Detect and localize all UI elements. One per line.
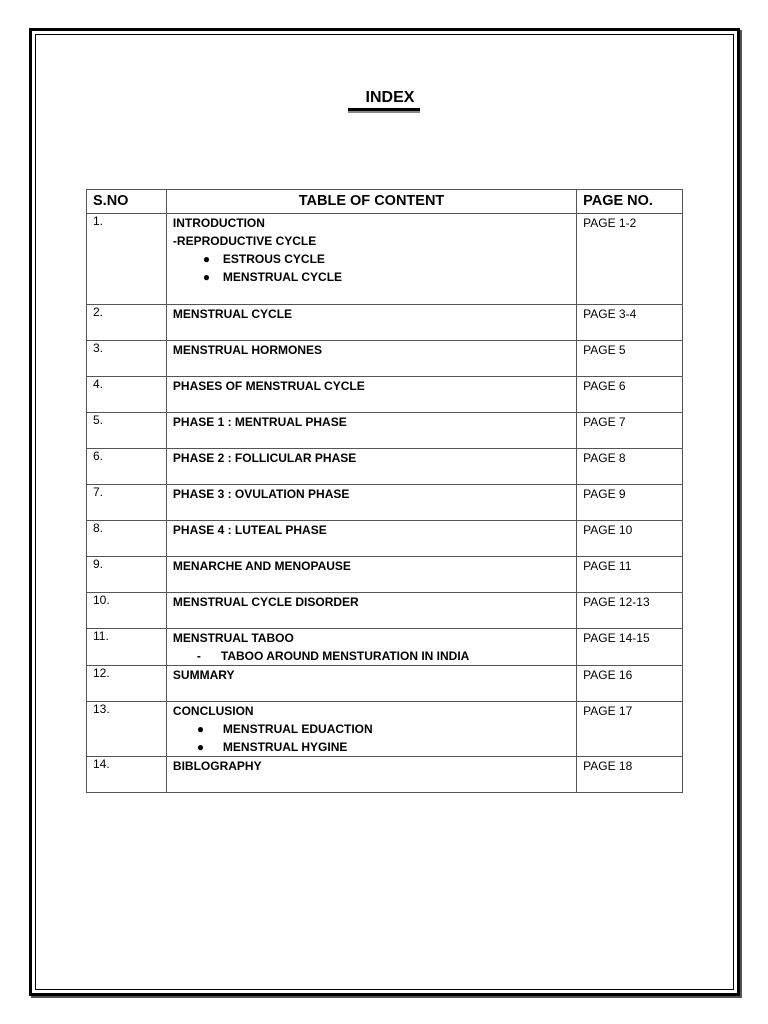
row-sno: 7. xyxy=(87,485,167,521)
row-page: PAGE 3-4 xyxy=(577,305,683,341)
bullet-icon: ● xyxy=(202,270,211,284)
bullet-icon: ● xyxy=(202,252,211,266)
row-content: SUMMARY xyxy=(166,666,576,702)
bullet-item: ● MENSTRUAL CYCLE xyxy=(202,270,343,284)
table-row xyxy=(87,485,683,521)
row-page: PAGE 11 xyxy=(577,557,683,593)
header-sno: S.NO xyxy=(87,190,167,214)
bullet-item: ● MENSTRUAL HYGINE xyxy=(196,740,348,754)
row-page: PAGE 14-15 xyxy=(577,629,683,666)
row-subtitle: -REPRODUCTIVE CYCLE xyxy=(172,234,317,248)
row-page: PAGE 5 xyxy=(577,341,683,377)
row-page: PAGE 18 xyxy=(577,757,683,793)
table-row xyxy=(87,305,683,341)
table-header-row xyxy=(87,190,683,214)
dash-item: - TABOO AROUND MENSTURATION IN INDIA xyxy=(196,649,470,663)
row-sno: 14. xyxy=(87,757,167,793)
row-content: MENSTRUAL TABOO - TABOO AROUND MENSTURATION IN INDIA xyxy=(166,629,576,666)
header-content: TABLE OF CONTENT xyxy=(166,190,576,214)
row-sno: 1. xyxy=(87,214,167,305)
table-row xyxy=(87,214,683,305)
index-table xyxy=(86,189,683,793)
row-title: INTRODUCTION xyxy=(172,216,265,230)
row-content: BIBLOGRAPHY xyxy=(166,757,576,793)
row-page: PAGE 17 xyxy=(577,702,683,757)
row-sno: 2. xyxy=(87,305,167,341)
row-sno: 3. xyxy=(87,341,167,377)
index-heading: INDEX xyxy=(348,89,421,111)
row-page: PAGE 16 xyxy=(577,666,683,702)
table-row xyxy=(87,666,683,702)
row-content: PHASE 3 : OVULATION PHASE xyxy=(166,485,576,521)
bullet-icon: ● xyxy=(196,740,205,754)
row-sno: 8. xyxy=(87,521,167,557)
table-row xyxy=(87,449,683,485)
row-sno: 11. xyxy=(87,629,167,666)
table-row xyxy=(87,593,683,629)
header-page: PAGE NO. xyxy=(577,190,683,214)
table-row xyxy=(87,341,683,377)
row-content: MENSTRUAL HORMONES xyxy=(166,341,576,377)
table-row xyxy=(87,521,683,557)
bullet-item: ● MENSTRUAL EDUACTION xyxy=(196,722,373,736)
row-sno: 9. xyxy=(87,557,167,593)
row-content: PHASES OF MENSTRUAL CYCLE xyxy=(166,377,576,413)
row-content xyxy=(166,214,576,305)
row-sno: 4. xyxy=(87,377,167,413)
table-row xyxy=(87,629,683,666)
row-page: PAGE 9 xyxy=(577,485,683,521)
row-page: PAGE 1-2 xyxy=(577,214,683,305)
row-sno: 10. xyxy=(87,593,167,629)
page-title xyxy=(0,89,768,111)
row-content: PHASE 2 : FOLLICULAR PHASE xyxy=(166,449,576,485)
row-page: PAGE 8 xyxy=(577,449,683,485)
row-content: CONCLUSION ● MENSTRUAL EDUACTION ● MENSTRUAL HYGINE xyxy=(166,702,576,757)
row-sno: 6. xyxy=(87,449,167,485)
row-page: PAGE 12-13 xyxy=(577,593,683,629)
row-content: PHASE 4 : LUTEAL PHASE xyxy=(166,521,576,557)
table-row xyxy=(87,413,683,449)
table-row xyxy=(87,557,683,593)
dash-icon: - xyxy=(196,649,201,663)
row-sno: 5. xyxy=(87,413,167,449)
bullet-item: ● ESTROUS CYCLE xyxy=(202,252,325,266)
row-sno: 13. xyxy=(87,702,167,757)
row-content: PHASE 1 : MENTRUAL PHASE xyxy=(166,413,576,449)
row-content: MENSTRUAL CYCLE DISORDER xyxy=(166,593,576,629)
row-sno: 12. xyxy=(87,666,167,702)
table-row xyxy=(87,702,683,757)
row-page: PAGE 6 xyxy=(577,377,683,413)
table-row xyxy=(87,377,683,413)
row-page: PAGE 7 xyxy=(577,413,683,449)
row-content: MENARCHE AND MENOPAUSE xyxy=(166,557,576,593)
row-content: MENSTRUAL CYCLE xyxy=(166,305,576,341)
table-row xyxy=(87,757,683,793)
row-page: PAGE 10 xyxy=(577,521,683,557)
bullet-icon: ● xyxy=(196,722,205,736)
